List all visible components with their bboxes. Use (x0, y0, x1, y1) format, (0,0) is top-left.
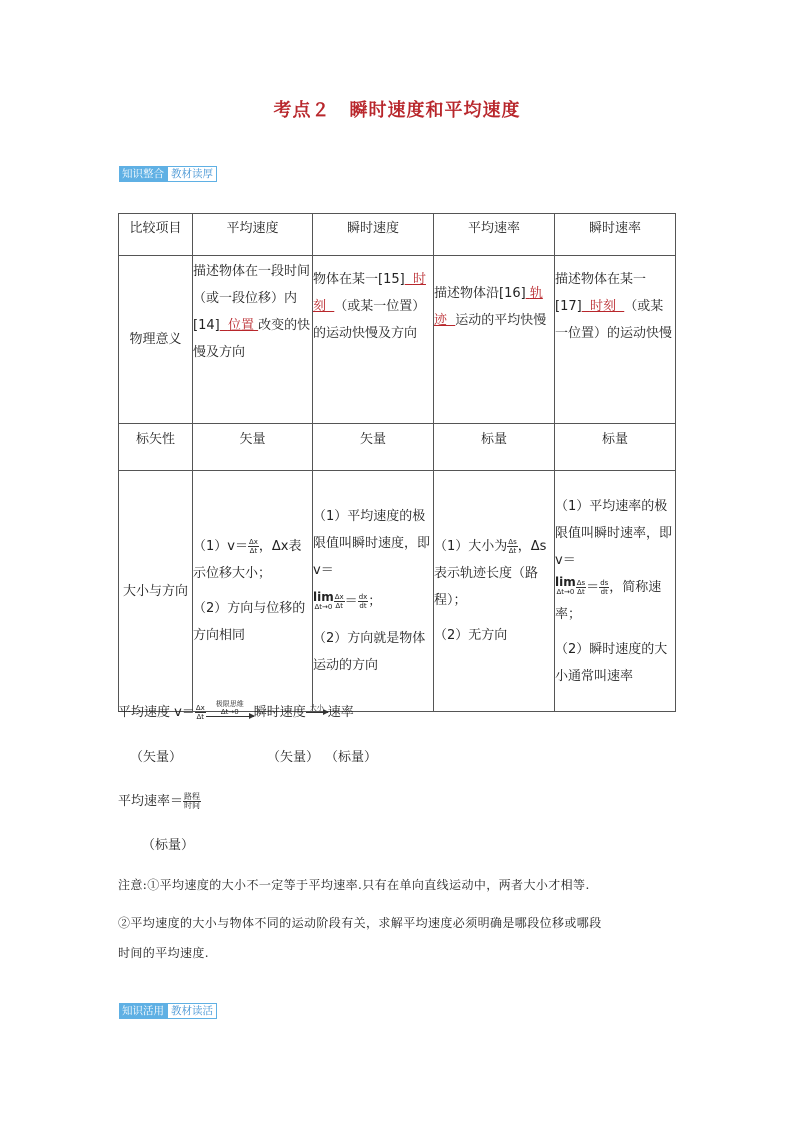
note-line-2: ②平均速度的大小与物体不同的运动阶段有关，求解平均速度必须明确是哪段位移或哪段 (118, 916, 602, 930)
fraction-denominator: Δt (335, 602, 343, 610)
fraction (358, 593, 369, 610)
cell-text: 改变的快慢及方向 (193, 318, 311, 360)
header-cell: 平均速率 (434, 214, 555, 256)
fraction (248, 538, 259, 555)
fraction-numerator: Δs (508, 538, 517, 546)
cell-text: 描述物体在一段时间（或一段位移）内[14] (193, 264, 311, 333)
arrow-label: 极限思维 (215, 700, 244, 708)
table-cell (313, 256, 434, 424)
arrow-sublabel: Δt→0 (220, 708, 239, 716)
fraction-denominator: Δt (249, 547, 258, 555)
table-cell (434, 471, 555, 712)
note-line-1: 注意:①平均速度的大小不一定等于平均速率.只有在单向直线运动中，两者大小才相等. (118, 878, 590, 892)
table-cell (555, 471, 676, 712)
table-row (119, 256, 676, 424)
fraction (195, 704, 206, 721)
cell-text: ，简称速率； (555, 579, 662, 622)
table-cell (434, 256, 555, 424)
table-cell (555, 256, 676, 424)
answer-text: 时刻 (589, 299, 616, 314)
fraction (576, 579, 586, 596)
badge-label-b: 教材读活 (167, 1003, 217, 1019)
answer-blank (220, 318, 258, 333)
tag-vector-2: （矢量） (267, 750, 320, 765)
fraction-denominator: Δt (577, 587, 585, 596)
fraction-numerator: Δx (248, 538, 258, 546)
arrow-icon (306, 704, 328, 721)
cell-text: （或某一位置）的运动快慢 (555, 299, 673, 341)
answer-text: 轨迹 (434, 286, 543, 328)
row-label: 标矢性 (119, 424, 193, 471)
fraction (334, 593, 345, 610)
comparison-table (118, 213, 676, 712)
cell-line (434, 533, 554, 614)
header-cell: 比较项目 (119, 214, 193, 256)
cell-line: （2）方向与位移的方向相同 (193, 601, 306, 643)
fraction (599, 579, 609, 596)
avg-speed-line (118, 790, 201, 810)
table-cell (313, 471, 434, 712)
cell-line: （2）无方向 (434, 628, 508, 643)
header-cell: 平均速度 (193, 214, 313, 256)
table-cell: 矢量 (193, 424, 313, 471)
header-cell: 瞬时速率 (555, 214, 676, 256)
lim-subscript: Δt→0 (556, 588, 575, 596)
fraction-numerator: ds (600, 578, 609, 587)
relation-text: 平均速率＝ (118, 794, 184, 809)
fraction (183, 793, 201, 810)
limit-symbol (555, 577, 576, 597)
cell-text: （1）大小为 (434, 539, 508, 554)
relation-text: 平均速度 v＝ (118, 705, 195, 720)
cell-text: 描述物体在某一[17] (555, 272, 647, 314)
badge-label-a: 知识活用 (119, 1003, 167, 1019)
note-line-3: 时间的平均速度. (118, 946, 210, 960)
table-header-row (119, 214, 676, 256)
cell-text: （1）平均速率的极限值叫瞬时速率，即 v＝ (555, 498, 673, 568)
answer-text: 时刻 (313, 272, 426, 314)
header-cell: 瞬时速度 (313, 214, 434, 256)
cell-text: 描述物体沿[16] (434, 286, 526, 301)
fraction-numerator: Δx (334, 593, 344, 601)
cell-line: lim Δt→0 $\frac{\Delta x}{\Delta t}$ ＝ $\frac{dx}{dt}$ ； (313, 589, 382, 611)
cell-text: 物体在某一[15] (313, 272, 405, 287)
fraction-numerator: Δs (576, 578, 586, 587)
cell-text: （或某一位置）的运动快慢及方向 (313, 299, 426, 341)
fraction-denominator: dt (600, 587, 608, 596)
answer-text: 位置 (227, 318, 254, 333)
lim-subscript: Δt→0 (314, 602, 333, 611)
fraction (507, 538, 517, 555)
relation-text: 瞬时速度 (253, 705, 306, 720)
relation-line (118, 700, 354, 725)
cell-line (555, 493, 675, 574)
relation-text: 速率 (327, 705, 354, 720)
fraction-numerator: 路程 (184, 792, 201, 801)
cell-line: （2）瞬时速度的大小通常叫速率 (555, 641, 668, 684)
table-cell: 标量 (555, 424, 676, 471)
badge-label-b: 教材读厚 (167, 166, 217, 182)
fraction-denominator: Δt (508, 547, 517, 555)
table-cell: 标量 (434, 424, 555, 471)
row-label: 大小与方向 (119, 471, 193, 712)
fraction-numerator: dx (358, 593, 368, 601)
fraction-denominator: dt (359, 602, 367, 610)
table-cell (193, 471, 313, 712)
page-title: 考点２ 瞬时速度和平均速度 (273, 100, 521, 121)
limit-symbol (313, 589, 334, 612)
cell-text: （1）v＝ (193, 539, 248, 554)
tag-scalar-2: （标量） (142, 838, 195, 853)
cell-text: ，Δs表示轨迹长度（路程）； (434, 539, 547, 608)
table-row (119, 471, 676, 712)
fraction-denominator: Δt (196, 713, 205, 721)
lim-word: lim (555, 575, 576, 589)
lim-word: lim (313, 589, 334, 604)
table-row (119, 424, 676, 471)
section-badge-practice (119, 1003, 217, 1019)
fraction-numerator: Δx (195, 704, 205, 712)
badge-label-a: 知识整合 (119, 166, 167, 182)
cell-line (193, 533, 312, 587)
table-cell: 矢量 (313, 424, 434, 471)
cell-line: lim Δt→0 $\frac{\Delta s}{\Delta t}$ ＝ $\frac{ds}{dt}$ ，简称速率； (555, 575, 662, 622)
cell-text: 运动的平均快慢 (455, 313, 547, 328)
cell-line: （2）方向就是物体运动的方向 (313, 631, 426, 673)
tag-scalar-1: （标量） (325, 750, 378, 765)
fraction-denominator: 时间 (184, 801, 201, 810)
limit-arrow-icon (206, 700, 254, 725)
section-badge-knowledge (119, 166, 217, 182)
cell-line: （1）平均速度的极限值叫瞬时速度，即 v＝ (313, 509, 431, 578)
row-label: 物理意义 (119, 256, 193, 424)
arrow-label: 大小 (309, 704, 324, 712)
tag-vector-1: （矢量） (130, 750, 183, 765)
cell-text: ，Δx表示位移大小； (193, 539, 302, 581)
answer-blank (582, 299, 625, 314)
table-cell (193, 256, 313, 424)
